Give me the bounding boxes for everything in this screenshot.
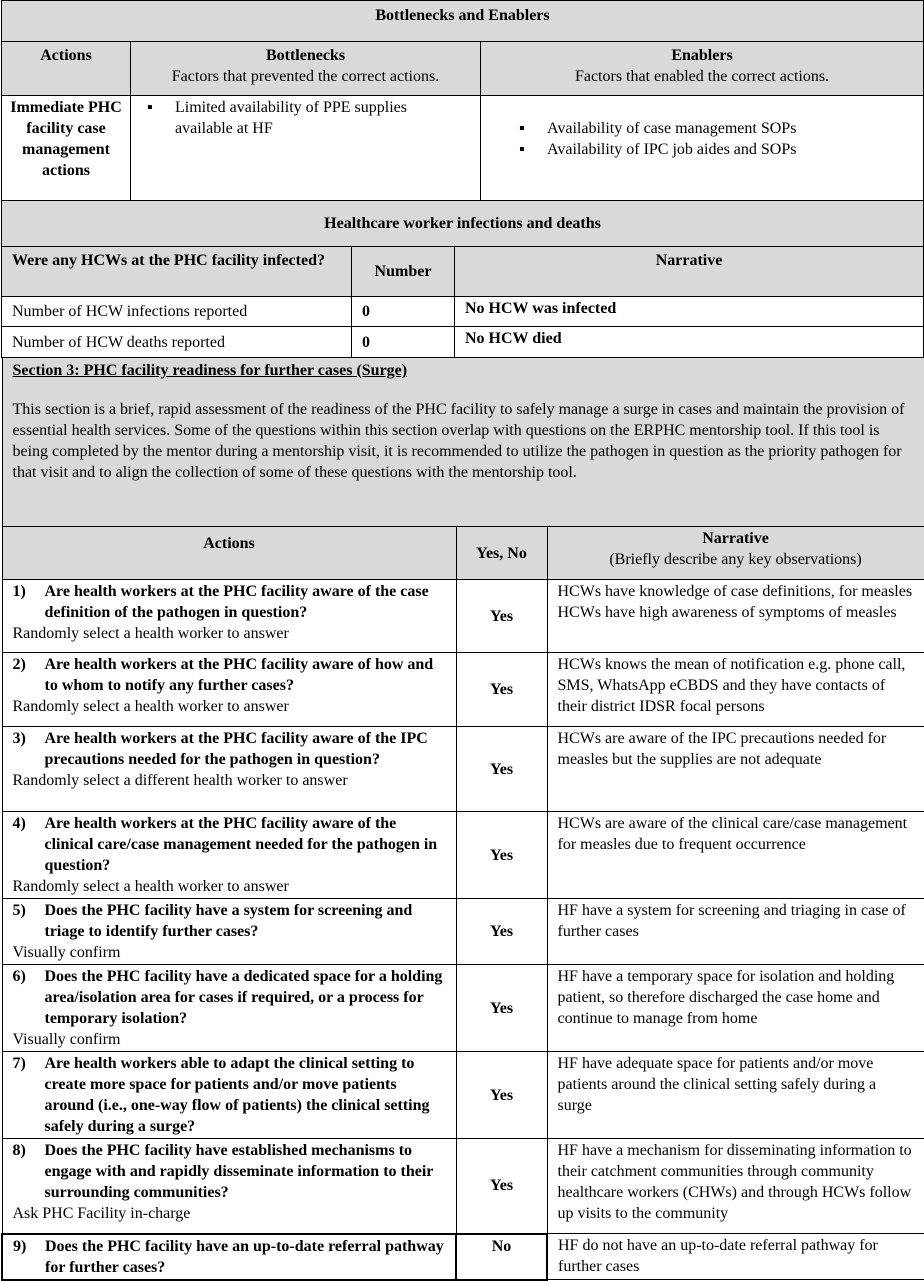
- answer-cell: Yes: [456, 1139, 547, 1234]
- question-number: 2): [12, 656, 26, 673]
- narrative-header-label: Narrative: [702, 530, 769, 547]
- question-note: Visually confirm: [12, 944, 121, 961]
- col-actions-header: Actions: [2, 42, 131, 96]
- question-text: Are health workers at the PHC facility aware of the IPC precautions needed for the pathogen in question?: [44, 730, 428, 768]
- question-note: Randomly select a different health worker to answer: [12, 772, 348, 789]
- hcw-number-header: Number: [352, 247, 455, 297]
- question-row: [2, 653, 924, 727]
- question-number: 6): [12, 968, 26, 985]
- question-text: Are health workers at the PHC facility aware of the case definition of the pathogen in question?: [44, 583, 429, 621]
- answer-cell: Yes: [456, 812, 547, 899]
- col-enablers-header: [481, 42, 924, 96]
- section3-narrative-header: [547, 527, 924, 580]
- hcw-title: Healthcare worker infections and deaths: [2, 201, 924, 247]
- hcw-table: [1, 200, 924, 358]
- section3-actions-header: Actions: [2, 527, 456, 580]
- question-row: [2, 812, 924, 899]
- question-note: Ask PHC Facility in-charge: [12, 1205, 191, 1222]
- narrative-cell: HF have a system for screening and triaging in case of further cases: [547, 899, 924, 965]
- question-text: Are health workers at the PHC facility aware of the clinical care/case management needed for the pathogen in question?: [44, 815, 438, 874]
- answer-cell: Yes: [456, 899, 547, 965]
- question-note: Randomly select a health worker to answer: [12, 698, 289, 715]
- bottlenecks-title: Bottlenecks and Enablers: [2, 1, 924, 42]
- narrative-cell: HCWs are aware of the clinical care/case management for measles due to frequent occurrence: [547, 812, 924, 899]
- question-number: 1): [12, 583, 26, 600]
- bottleneck-cell: [131, 96, 481, 202]
- question-number: 7): [12, 1055, 26, 1072]
- enabler-cell: [481, 96, 924, 202]
- answer-cell: Yes: [456, 580, 547, 653]
- bottleneck-item: ▪ Limited availability of PPE supplies available at HF: [141, 97, 430, 139]
- question-number: 3): [12, 730, 26, 747]
- answer-cell: No: [456, 1234, 547, 1280]
- bottlenecks-table: [1, 0, 924, 202]
- question-number: 4): [12, 815, 26, 832]
- question-note: Visually confirm: [12, 1031, 121, 1048]
- narrative-cell: HF have a mechanism for disseminating information to their catchment communities through community healthcare workers (CHWs) and through HCWs follow up visits to the community: [547, 1139, 924, 1234]
- enablers-header-label: Enablers: [671, 47, 733, 64]
- enabler-item: ▪ Availability of IPC job aides and SOPs: [513, 139, 913, 160]
- hcw-row-narrative: No HCW died: [455, 327, 924, 358]
- section3-paragraph: This section is a brief, rapid assessment of the readiness of the PHC facility to safely manage a surge in cases and maintain the provision of essential health services. Some of the questions within this section overlap with questions on the ERPHC mentorship tool. If this tool is being completed by the mentor during a mentorship visit, it is recommended to utilize the pathogen in question as the priority pathogen for that visit and to align the collection of some of these questions with the mentorship tool.: [12, 401, 905, 481]
- question-row: [2, 727, 924, 812]
- question-text: Does the PHC facility have a system for screening and triage to identify further cases?: [44, 902, 413, 940]
- enablers-header-sub: Factors that enabled the correct actions.: [574, 68, 830, 85]
- question-cell: [2, 812, 456, 899]
- question-number: 9): [13, 1237, 27, 1255]
- col-bottlenecks-header: [131, 42, 481, 96]
- narrative-cell: HCWs knows the mean of notification e.g. phone call, SMS, WhatsApp eCBDS and they have contacts of their district IDSR focal persons: [547, 653, 924, 727]
- question-number: 5): [12, 902, 26, 919]
- answer-cell: Yes: [456, 727, 547, 812]
- section3-intro: [2, 358, 924, 527]
- enabler-item: ▪ Availability of case management SOPs: [513, 118, 913, 139]
- bottlenecks-header-label: Bottlenecks: [265, 47, 346, 64]
- question-row: [2, 580, 924, 653]
- narrative-cell: HCWs have knowledge of case definitions, for measles HCWs have high awareness of symptoms of measles: [547, 580, 924, 653]
- narrative-cell: HF have a temporary space for isolation and holding patient, so therefore discharged the case home and continue to manage from home: [547, 965, 924, 1052]
- question-cell: [2, 1052, 456, 1139]
- narrative-cell: HCWs are aware of the IPC precautions needed for measles but the supplies are not adequate: [547, 727, 924, 812]
- question-cell: [2, 727, 456, 812]
- section3-table: [1, 357, 924, 1281]
- narrative-cell: HF have adequate space for patients and/or move patients around the clinical setting safely during a surge: [547, 1052, 924, 1139]
- hcw-row-narrative: No HCW was infected: [455, 297, 924, 327]
- question-text: Are health workers able to adapt the clinical setting to create more space for patients and/or move patients around (i.e., one-way flow of patients) the clinical setting safely during a surge?: [44, 1055, 430, 1135]
- hcw-row-number: 0: [352, 297, 455, 327]
- question-note: Randomly select a health worker to answer: [12, 878, 289, 895]
- question-text: Does the PHC facility have established mechanisms to engage with and rapidly disseminate information to their surrounding communities?: [44, 1142, 434, 1201]
- question-cell: [2, 899, 456, 965]
- hcw-question-header: Were any HCWs at the PHC facility infected?: [2, 247, 352, 297]
- narrative-header-sub: (Briefly describe any key observations): [609, 551, 862, 568]
- hcw-row-label: Number of HCW deaths reported: [2, 327, 352, 358]
- question-text: Does the PHC facility have an up-to-date referral pathway for further cases?: [45, 1237, 444, 1276]
- question-note: Randomly select a health worker to answer: [12, 625, 289, 642]
- question-text: Does the PHC facility have a dedicated space for a holding area/isolation area for cases if required, or a process for temporary isolation?: [44, 968, 443, 1027]
- question-cell: [2, 580, 456, 653]
- section3-heading: Section 3: PHC facility readiness for further cases (Surge): [12, 362, 408, 379]
- section3-items: [2, 580, 924, 1280]
- bottlenecks-header-sub: Factors that prevented the correct actions.: [171, 68, 440, 85]
- question-cell: [2, 965, 456, 1052]
- hcw-row-label: Number of HCW infections reported: [2, 297, 352, 327]
- question-cell: [2, 653, 456, 727]
- answer-cell: Yes: [456, 653, 547, 727]
- question-text: Are health workers at the PHC facility aware of how and to whom to notify any further cases?: [44, 656, 434, 694]
- question-row: [2, 899, 924, 965]
- row-label-case-management: Immediate PHC facility case management actions: [2, 96, 131, 202]
- hcw-row-number: 0: [352, 327, 455, 358]
- question-cell: [2, 1234, 456, 1280]
- question-row: [2, 1139, 924, 1234]
- question-row: [2, 965, 924, 1052]
- question-cell: [2, 1139, 456, 1234]
- answer-cell: Yes: [456, 1052, 547, 1139]
- hcw-narrative-header: Narrative: [455, 247, 924, 297]
- narrative-cell: HF do not have an up-to-date referral pathway for further cases: [547, 1234, 924, 1280]
- question-number: 8): [12, 1142, 26, 1159]
- answer-cell: Yes: [456, 965, 547, 1052]
- section3-yesno-header: Yes, No: [456, 527, 547, 580]
- question-row: [2, 1052, 924, 1139]
- question-row: [2, 1234, 924, 1280]
